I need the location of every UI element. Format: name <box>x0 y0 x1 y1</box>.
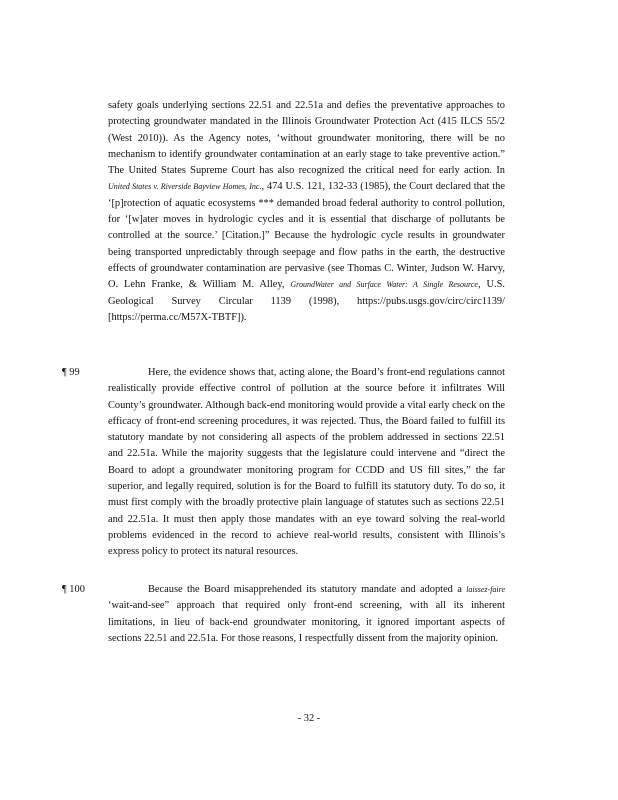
page-number: - 32 - <box>297 713 321 724</box>
publication-title: GroundWater and Surface Water: A Single Resource <box>290 280 478 290</box>
text-segment: Here, the evidence shows that, acting alone, the Board’s front-end regulations cannot realistically provide effective control of pollution at the source before it infiltrates Will County’s groundwater. Although back-end monitoring would provide a vital early check on the efficacy of front-end screening procedures, it was rejected. Thus, the Board failed to fulfill its statutory mandate by not considering all aspects of the problem addressed in sections 22.51 and 22.51a. While the majority suggests that the legislature could intervene and “direct the Board to adopt a groundwater monitoring program for CCDD and US fill sites,” the far superior, and legally required, solution is for the Board to fulfill its statutory duty. To do so, it must first comply with the broadly protective plain language of statutes such as sections 22.51 and 22.51a. It must then apply those mandates with an eye toward solving the real-world problems evidenced in the record to achieve real-world results, consistent with Illinois’s express policy to protect its natural resources. <box>108 367 505 558</box>
paragraph-number: ¶ 100 <box>62 584 85 595</box>
text-segment: , U.S. Geological Survey Circular 1139 (1998), https://pubs.usgs.gov/circ/circ1139/ [https://perma.cc/M57X-TBTF]). <box>108 279 505 323</box>
text-segment: , 474 U.S. 121, 132-33 (1985), the Court declared that the ‘[p]rotection of aquatic ecosystems *** demanded broad federal authority to control pollution, for ‘[w]ater moves in hydrologic cycles and it is essential that discharge of pollutants be controlled at the source.’ [Citation.]” Because the hydrologic cycle results in groundwater being transported unpredictably through seepage and flow paths in the earth, the destructive effects of groundwater contamination are pervasive (see Thomas C. Winter, Judson W. Harvy, O. Lehn Franke, & William M. Alley, <box>108 181 505 291</box>
paragraph-98-continuation <box>108 98 505 326</box>
paragraph-number: ¶ 99 <box>62 367 80 378</box>
text-segment: ‘wait-and-see” approach that required only front-end screening, with all its inherent limitations, in lieu of back-end groundwater monitoring, it ignored important aspects of sections 22.51 and 22.51a. For those reasons, I respectfully dissent from the majority opinion. <box>108 600 505 644</box>
case-name: United States v. Riverside Bayview Homes, Inc. <box>108 182 262 192</box>
text-segment: safety goals underlying sections 22.51 and 22.51a and defies the preventative approaches to protecting groundwater mandated in the Illinois Groundwater Protection Act (415 ILCS 55/2 (West 2010)). As the Agency notes, ‘without groundwater monitoring, there will be no mechanism to identify groundwater contamination at an early stage to take preventive action.” The United States Supreme Court has also recognized the critical need for early action. In <box>108 100 505 177</box>
paragraph-100 <box>108 582 505 647</box>
latin-term: laissez-faire <box>466 585 505 594</box>
paragraph-99 <box>108 365 505 561</box>
text-segment: Because the Board misapprehended its statutory mandate and adopted a <box>148 584 467 595</box>
